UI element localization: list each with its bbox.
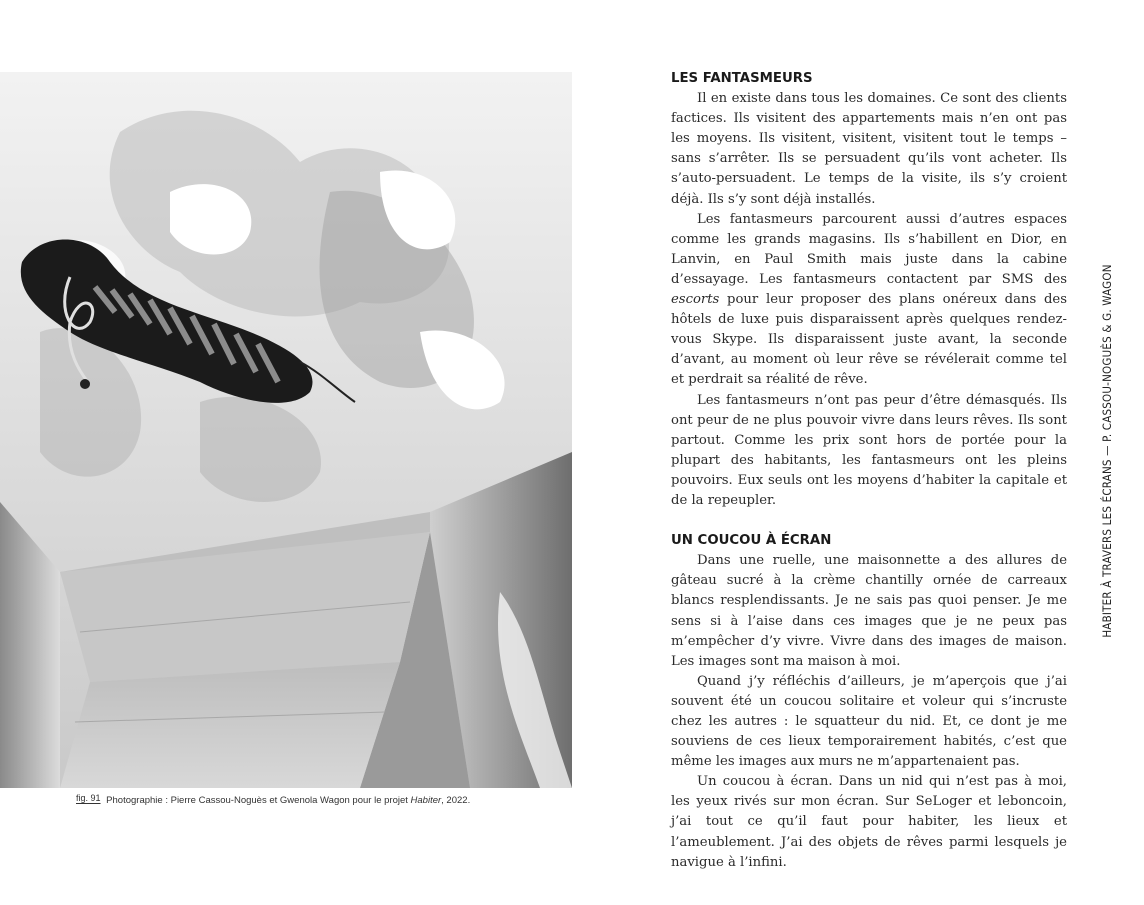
paragraph-text: Les fantasmeurs parcourent aussi d’autres espaces comme les grands magasins. Ils s’habillent en Dior, en Lanvin, en Paul Smith mais juste dans la cabine d’essayage. Les fantasmeurs contactent par SMS des [671,211,1067,287]
emphasis-escorts: escorts [671,292,720,308]
section-heading: UN COUCOU À ÉCRAN [671,533,832,549]
running-head: HABITER À TRAVERS LES ÉCRANS — P. CASSOU-NOGUÈS & G. WAGON [1100,264,1114,638]
paragraph [671,210,1067,391]
paragraph: Un coucou à écran. Dans un nid qui n’est pas à moi, les yeux rivés sur mon écran. Sur SeLoger et leboncoin, j’ai tout ce qu’il faut pour habiter, les lieux et l’ameublement. J’ai des objets de rêves parmi lesquels je navigue à l’infini. [671,774,1067,870]
paragraph: Dans une ruelle, une maisonnette a des allures de gâteau sucré à la crème chantilly ornée de carreaux blancs resplendissants. Je ne sais pas quoi penser. Je me sens si à l’aise dans ces images que je ne peux pas m’empêcher d’y vivre. Vivre dans des images de maison. Les images sont ma maison à moi. [671,553,1067,669]
caption-year: , 2022. [441,795,471,806]
figure-photo [0,72,572,788]
caption-text: Photographie : Pierre Cassou-Noguès et Gwenola Wagon pour le projet [106,795,411,806]
paragraph-text: pour leur proposer des plans onéreux dans des hôtels de luxe puis disparaissent après quelques rendez-vous Skype. Ils disparaissent juste avant, la seconde d’avant, au moment où leur rêve se révélerait comme tel et perdrait sa réalité de rêve. [671,292,1067,388]
paragraph: Les fantasmeurs n’ont pas peur d’être démasqués. Ils ont peur de ne plus pouvoir vivre dans leurs rêves. Ils sont partout. Comme les prix sont hors de portée pour la plupart des habitants, les fantasmeurs ont les pleins pouvoirs. Eux seuls ont les moyens d’habiter la capitale et de la repeupler. [671,392,1067,508]
section-fantasmeurs [671,69,1067,511]
caption-project-title: Habiter [410,795,442,806]
section-coucou [671,531,1067,873]
figure-caption [76,793,546,806]
text-column [671,69,1067,873]
paragraph: Quand j’y réfléchis d’ailleurs, je m’aperçois que j’ai souvent été un coucou solitaire et voleur qui s’incruste chez les autres : le squatteur du nid. Et, ce dont je me souviens de ces lieux temporairement habités, c’est que même les images aux murs ne m’appartenaient pas. [671,673,1067,770]
section-heading: LES FANTASMEURS [671,71,813,86]
paragraph: Il en existe dans tous les domaines. Ce sont des clients factices. Ils visitent des appartements mais n’en ont pas les moyens. Ils visitent, visitent, visitent tout le temps – sans s’arrêter. Ils se persuadent qu’ils vont acheter. Ils s’auto-persuadent. Le temps de la visite, ils s’y croient déjà. Ils s’y sont déjà installés. [671,91,1067,207]
figure-number: fig. 91 [76,793,101,803]
